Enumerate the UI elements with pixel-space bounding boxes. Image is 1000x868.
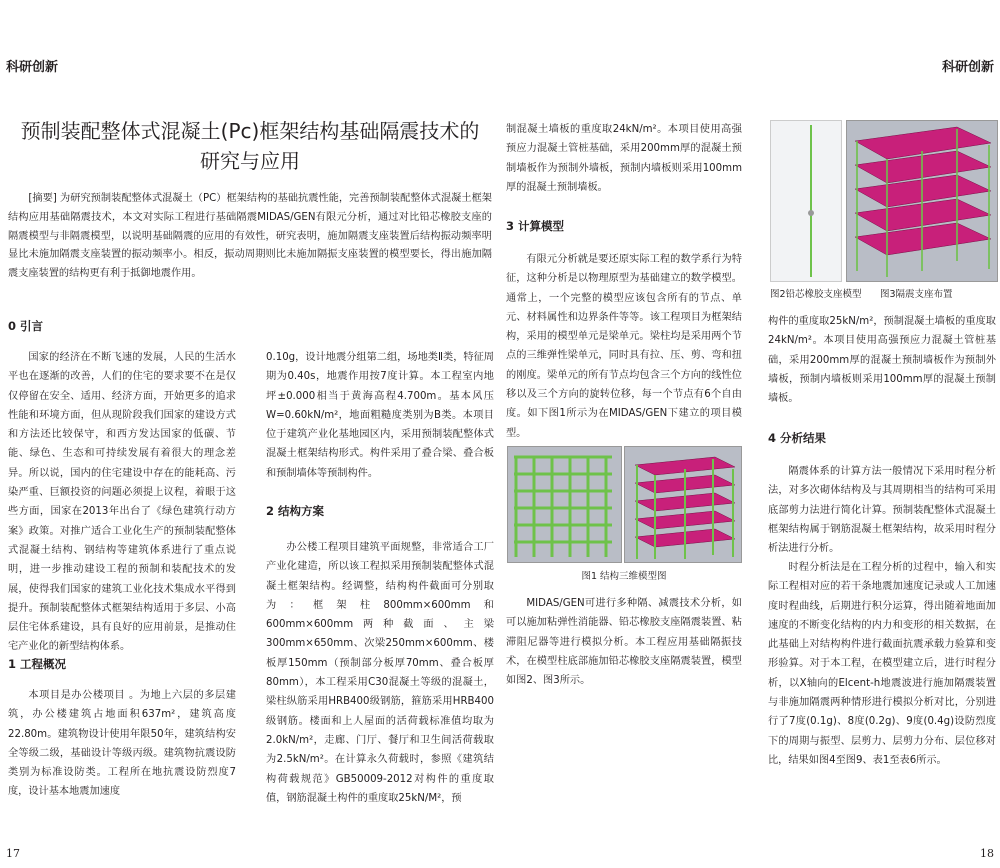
figure-2-caption: 图2铅芯橡胶支座模型 (770, 289, 862, 300)
model-heading: 3 计算模型 (506, 219, 565, 233)
structural-model-image (507, 446, 622, 563)
abstract: [摘要] 为研究预制装配整体式混凝土（PC）框架结构的基础抗震性能，完善预制装配整体式混凝土框架结构应用基础隔震技术，本文对实际工程进行基础隔震MIDAS/GEN有限元分析，通过对比铅芯橡胶支座的隔震模型与非隔震模型，以说明基础隔震的应用的有效性，研究表明，施加隔震支座装置后结构振动频率明显比未施加隔震支座装置的振动频率小。相反，振动周期则比未施加隔振支座装置的模型要长，得出施加隔震支座装置的结构更有利于抵御地震作用。 (8, 193, 492, 280)
title-line-2: 研究与应用 (200, 149, 300, 173)
col4-continuation: 构件的重度取25kN/m²，预制混凝土墙板的重度取24kN/m²。本项目使用高强预应力混凝土管桩基础，采用200mm厚的混凝土预制墙板作为预制外墙板，预制内墙板则采用100mm厚的混凝土预制墙板。 (768, 316, 996, 405)
page-number-right: 18 (980, 847, 994, 860)
figure-1-caption: 图1 结构三维模型图 (581, 571, 667, 582)
intro-paragraph: 国家的经济在不断飞速的发展，人民的生活水平也在逐渐的改善，人们的住宅的要求要不在是仅仅停留在安全、适用、经济方面，开始更多的追求性能和环境方面，但从现阶段我们国家的建设方式和方法还比较保守，和西方发达国家的低碳、节能、绿色、生态和可持续发展有着很大的理念差异。所以说，国内的住宅建设中存在的能耗高、污染严重、巨额投资的问题必须提上议程，着眼于这些方面，国家在2013年出台了《绿色建筑行动方案》政策。对推广适合工业化生产的预制装配整体式混凝土结构、钢结构等建筑体系进行了重点说明，进一步推动建设工程的预制和装配技术的发展，使得我们国家的建筑工业化技术集成水平得到提升。预制装配整体式框架结构适用于多层、小高层住宅体系建设，具有良好的应用前景，是推动住宅产业化的新型结构体系。 (8, 352, 236, 653)
isolator-model-image (770, 120, 842, 282)
section-label-right: 科研创新 (941, 60, 994, 75)
model-paragraph-1: 有限元分析就是要还原实际工程的数学系行为特征，这种分析是以物理原型为基础建立的数学模型。通常上，一个完整的模型应该包含所有的节点、单元、材料属性和边界条件等等。该工程项目为框架结构，采用的模型单元是梁单元。梁柱均是采用两个节点的三维弹性梁单元，同时具有拉、压、剪、弯和扭的刚度。梁单元的所有节点均包含三个方向的线性位移以及三个方向的旋转位移，每一个节点有6个自由度。如下图1所示为在MIDAS/GEN下建立的项目模型。 (506, 254, 742, 439)
result-paragraph-2: 时程分析法是在工程分析的过程中，输入和实际工程相对应的若干条地震加速度记录或人工加速度时程曲线，后期进行积分运算，得出随着地面加速度的不断变化结构的内力和变形的相关数据，在此基础上对结构构件进行截面抗震承载力验算和变形验算。对于本工程，在模型建立后，进行时程分析，以X轴向的Elcent-h地震波进行施加隔震装置与非施加隔震两种情形进行模拟分析对比，分别进行了7度(0.1g)、8度(0.2g)、9度(0.4g)设防烈度下的周期与振型、层剪力、层剪力分布、层位移对比，结果如图4至图9、表1至表6所示。 (768, 562, 996, 766)
isolator-layout-image (846, 120, 998, 282)
article-title (0, 116, 500, 176)
isolator-layout-graphic (847, 121, 997, 281)
col3-continuation: 制混凝土墙板的重度取24kN/m²。本项目使用高强预应力混凝土管桩基础，采用200mm厚的混凝土预制墙板作为预制外墙板，预制内墙板则采用100mm厚的混凝土预制墙板。 (506, 124, 742, 193)
intro-heading: 0 引言 (8, 319, 44, 333)
structural-model-slab-image (624, 446, 742, 563)
overview-heading: 1 工程概况 (8, 657, 67, 671)
section-label-left: 科研创新 (6, 60, 59, 75)
slab-model-graphic (625, 447, 741, 562)
figure-3-caption: 图3隔震支座布置 (880, 289, 953, 300)
result-paragraph-1: 隔震体系的计算方法一般情况下采用时程分析法，对多次砌体结构及与其周期相当的结构可采用底部剪力法进行简化计算。预制装配整体式混凝土框架结构属于钢筋混凝土框架结构，故采用时程分析法进行分析。 (768, 466, 996, 555)
overview-paragraph-2: 0.10g，设计地震分组第二组，场地类Ⅱ类，特征周期为0.40s，地震作用按7度计算。本工程室内地坪±0.000相当于黄海高程4.700m。基本风压W=0.60kN/m²，地面粗糙度类别为B类。本项目位于建筑产业化基地园区内，采用预制装配整体式混凝土框架结构形式。构件采用了叠合梁、叠合板和预制墙体等预制构件。 (266, 352, 494, 479)
result-heading: 4 分析结果 (768, 431, 827, 445)
model-paragraph-2: MIDAS/GEN可进行多种隔、减震技术分析，如可以施加粘弹性消能器、铅芯橡胶支座隔震装置、粘滞阻尼器等进行模拟分析。本工程应用基础隔振技术，在模型柱底部施加铅芯橡胶支座隔震装置，模型如图2、图3所示。 (506, 598, 742, 687)
page-number-left: 17 (6, 847, 20, 860)
scheme-heading: 2 结构方案 (266, 504, 325, 518)
frame-model-graphic (508, 447, 621, 562)
title-line-1: 预制装配整体式混凝土(Pc)框架结构基础隔震技术的 (20, 119, 480, 143)
isolator-graphic (771, 121, 841, 281)
overview-paragraph-1: 本项目是办公楼项目 。为地上六层的多层建筑，办公楼建筑占地面积637m²，建筑高度22.80m。建筑物设计使用年限50年，建筑结构安全等级二级，基础设计等级丙级。建筑物抗震设防类别为标准设防类。工程所在地抗震设防烈度7度，设计基本地震加速度 (8, 690, 236, 798)
scheme-paragraph: 办公楼工程项目建筑平面规整，非常适合工厂产业化建造，所以该工程拟采用预制装配整体式混凝土框架结构。经调整，结构构件截面可分别取为：框架柱800mm×600mm和600mm×600mm两种截面、主梁300mm×650mm、次梁250mm×600mm、楼板厚150mm（预制部分板厚70mm、叠合板厚80mm），本工程采用C30混凝土等级的混凝土，梁柱纵筋采用HRB400级钢筋，箍筋采用HRB400级钢筋。楼面和上人屋面的活荷载标准值均取为2.0kN/m²，走廊、门厅、餐厅和卫生间活荷载取为2.5kN/m²。在计算永久荷载时，参照《建筑结构荷载规范》GB50009-2012对构件的重度取值，钢筋混凝土构件的重度取25kN/M²，预 (266, 542, 494, 804)
